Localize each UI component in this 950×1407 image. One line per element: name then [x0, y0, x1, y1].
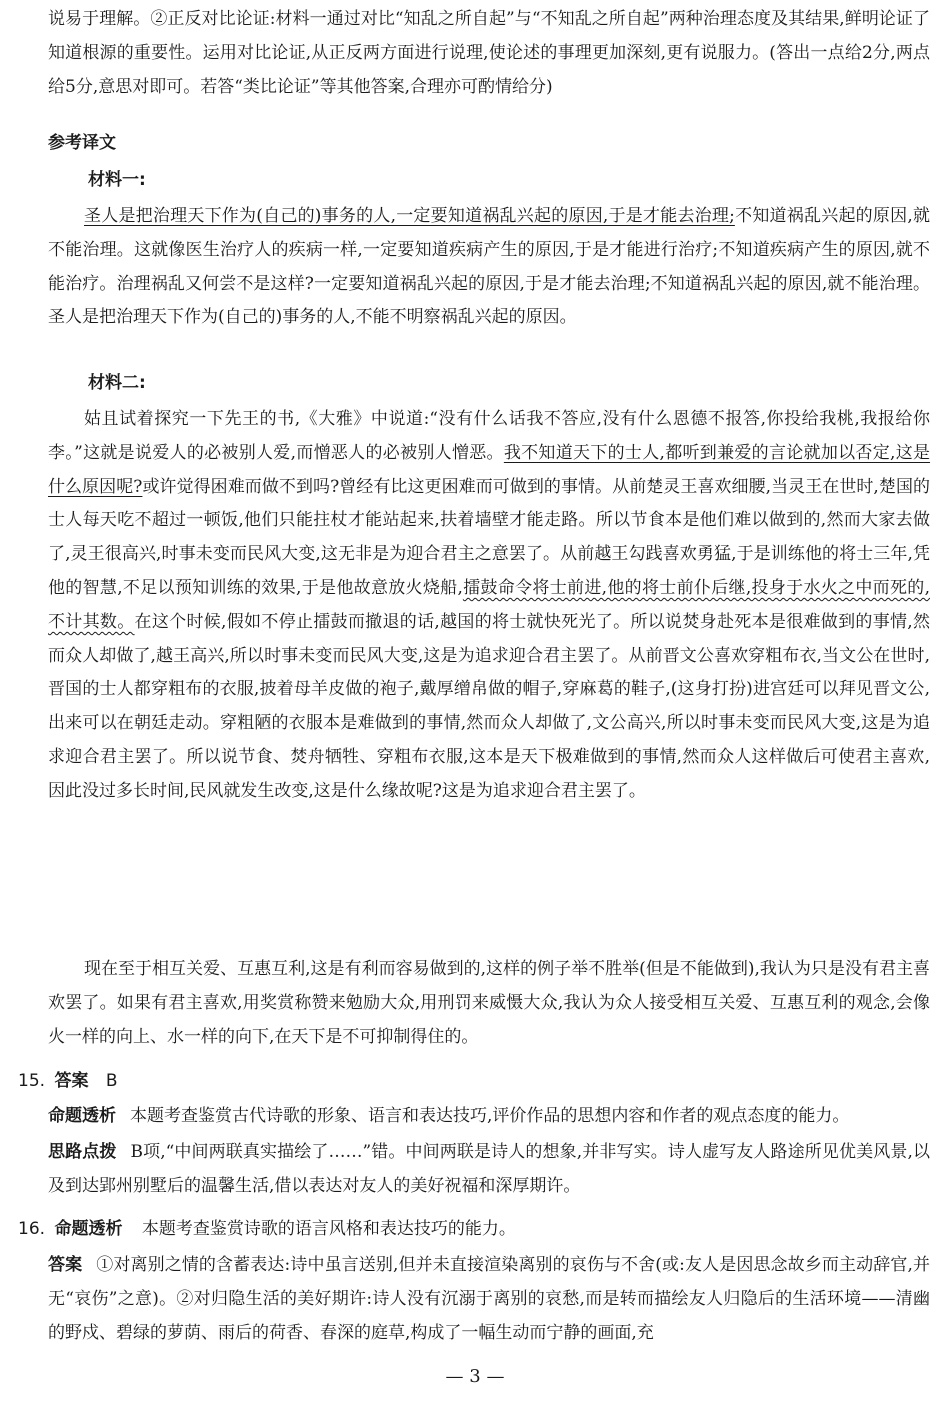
- q15-analysis: 命题透析 本题考查鉴赏古代诗歌的形象、语言和表达技巧,评价作品的思想内容和作者的观点态度的能力。: [48, 1106, 850, 1126]
- page-number: — 3 —: [445, 1366, 505, 1387]
- answer-continuation: 说易于理解。②正反对比论证:材料一通过对比“知乱之所自起”与“不知乱之所自起”两种治理态度及其结果,鲜明论证了知道根源的重要性。运用对比论证,从正反两方面进行说理,使论述的事理更加深刻,更有说服力。(答出一点给2分,两点给5分,意思对即可。若答“类比论证”等其他答案,合理亦可酌情给分): [48, 9, 930, 97]
- question-number: 16.: [18, 1219, 46, 1239]
- material-two-paragraph-1: 姑且试着探究一下先王的书,《大雅》中说道:“没有什么话我不答应,没有什么恩德不报答,你投给我桃,我报给你李。”这就是说爱人的必被别人爱,而憎恶人的必被别人憎恶。我不知道天下的士人,都听到兼爱的言论就加以否定,这是什么原因呢?或许觉得困难而做不到吗?曾经有比这更困难而可做到的事情。从前楚灵王喜欢细腰,当灵王在世时,楚国的士人每天吃不超过一顿饭,他们只能拄杖才能站起来,扶着墙壁才能走路。所以节食本是他们难以做到的,然而大家去做了,灵王很高兴,时事未变而民风大变,这无非是为迎合君主之意罢了。从前越王勾践喜欢勇猛,于是训练他的将士三年,凭他的智慧,不足以预知训练的效果,于是他故意放火烧船,擂鼓命令将士前进,他的将士前仆后继,投身于水火之中而死的,不计其数。在这个时候,假如不停止擂鼓而撤退的话,越国的将士就快死光了。所以说焚身赴死本是很难做到的事情,然而众人却做了,越王高兴,所以时事未变而民风大变,这是为追求迎合君主罢了。从前晋文公喜欢穿粗布衣,当文公在世时,晋国的士人都穿粗布的衣服,披着母羊皮做的袍子,戴厚缯帛做的帽子,穿麻葛的鞋子,(这身打扮)进宫廷可以拜见晋文公,出来可以在朝廷走动。穿粗陋的衣服本是难做到的事情,然而众人却做了,文公高兴,所以时事未变而民风大变,这是为追求迎合君主罢了。所以说节食、焚舟牺牲、穿粗布衣服,这本是天下极难做到的事情,然而众人这样做后可使君主喜欢,因此没过多长时间,民风就发生改变,这是什么缘故呢?这是为追求迎合君主罢了。: [48, 409, 931, 801]
- answer-label: 答案: [54, 1071, 89, 1091]
- wavy-underlined-sentence: 擂鼓命令将士前进,他的将士前仆后继,投身于水火之中而死的,不计其数。: [48, 577, 930, 632]
- material-two-heading: 材料二:: [88, 373, 146, 393]
- q15-hint: 思路点拨 B项,“中间两联真实描绘了……”错。中间两联是诗人的想象,并非写实。诗人虚写友人路途所见优美风景,以及到达郢州别墅后的温馨生活,借以表达对友人的美好祝福和深厚期许。: [48, 1142, 931, 1196]
- material-one-text: 圣人是把治理天下作为(自己的)事务的人,一定要知道祸乱兴起的原因,于是才能去治理;不知道祸乱兴起的原因,就不能治理。这就像医生治疗人的疾病一样,一定要知道疾病产生的原因,于是才能进行治疗;不知道疾病产生的原因,就不能治疗。治理祸乱又何尝不是这样?一定要知道祸乱兴起的原因,于是才能去治理;不知道祸乱兴起的原因,就不能治理。圣人是把治理天下作为(自己的)事务的人,不能不明察祸乱兴起的原因。: [48, 206, 930, 328]
- question-15: [18, 1064, 118, 1098]
- question-16: [18, 1212, 516, 1246]
- question-number: 15.: [18, 1071, 46, 1091]
- q16-answer: 答案 ①对离别之情的含蓄表达:诗中虽言送别,但并未直接渲染离别的哀伤与不舍(或:友人是因思念故乡而主动辞官,并无“哀伤”之意)。②对归隐生活的美好期许:诗人没有沉溺于离别的哀愁,而是转而描绘友人归隐后的生活环境——清幽的野戍、碧绿的萝荫、雨后的荷香、春深的庭草,构成了一幅生动而宁静的画面,充: [48, 1255, 930, 1343]
- analysis-label: 命题透析: [54, 1219, 123, 1239]
- translation-heading: 参考译文: [48, 133, 116, 153]
- underlined-question: 我不知道天下的士人,都听到兼爱的言论就加以否定,这是什么原因呢?: [48, 442, 931, 497]
- material-one-heading: 材料一:: [88, 170, 146, 190]
- underlined-sentence: 圣人是把治理天下作为(自己的)事务的人,一定要知道祸乱兴起的原因,于是才能去治理;: [84, 206, 735, 226]
- analysis-text: 本题考查鉴赏诗歌的语言风格和表达技巧的能力。: [141, 1219, 516, 1239]
- material-two-paragraph-2: 现在至于相互关爱、互惠互利,这是有利而容易做到的,这样的例子举不胜举(但是不能做到),我认为只是没有君主喜欢罢了。如果有君主喜欢,用奖赏称赞来勉励大众,用刑罚来威慑大众,我认为众人接受相互关爱、互惠互利的观念,会像火一样的向上、水一样的向下,在天下是不可抑制得住的。: [48, 959, 930, 1047]
- answer-value: B: [105, 1071, 118, 1091]
